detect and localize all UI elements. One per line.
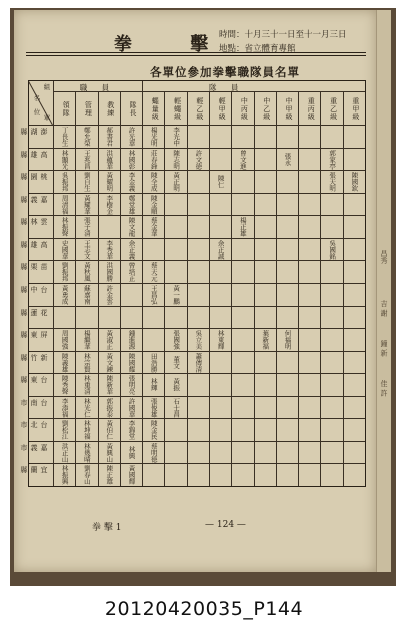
row-rule — [29, 463, 365, 464]
row-rule — [29, 215, 365, 216]
page-number: — 124 — — [205, 520, 246, 530]
county-label: 新竹縣 — [20, 353, 48, 364]
column-rule — [343, 91, 344, 486]
roster-cell: 莊春鋒 — [149, 149, 158, 170]
roster-cell: 李秀華 — [105, 239, 114, 260]
roster-cell: 劉振邦 — [60, 262, 69, 282]
row-rule — [29, 328, 365, 329]
roster-cell: 鄭允榮 — [82, 127, 91, 147]
roster-cell: 黃正明 — [172, 172, 181, 192]
column-header: 中甲級 — [285, 97, 293, 121]
county-label: 台南市 — [20, 398, 48, 409]
roster-cell: 張國強 — [172, 330, 181, 350]
roster-cell: 何福明 — [283, 330, 292, 350]
edge-text: 昌秀 — [380, 250, 388, 264]
roster-cell: 林宗賢 — [82, 352, 91, 373]
roster-cell: 林東輝 — [216, 330, 225, 350]
roster-cell: 林重清 — [82, 375, 91, 395]
row-rule — [29, 418, 365, 419]
roster-cell: 田浩勝 — [149, 352, 158, 373]
image-caption: 20120420035_P144 — [104, 598, 304, 620]
group-header-staff: 職 員 — [79, 83, 116, 92]
roster-cell: 楊光明 — [149, 127, 158, 147]
column-header: 隊長 — [129, 101, 137, 117]
column-header: 重丙級 — [307, 97, 316, 121]
column-rule — [298, 91, 299, 486]
row-rule — [29, 148, 365, 149]
roster-cell: 洪蘊華 — [105, 149, 114, 170]
roster-cell: 張永 — [283, 152, 292, 166]
roster-cell: 林輝 — [149, 378, 158, 392]
roster-cell: 陳義雄 — [60, 352, 69, 373]
edge-text: 鐘 新 — [380, 340, 388, 357]
roster-cell: 林振聲 — [60, 217, 69, 237]
roster-cell: 蔡金華 — [149, 217, 158, 237]
roster-cell: 林振興 — [60, 465, 69, 485]
roster-cell: 陳正雄 — [105, 465, 114, 485]
roster-cell: 李金義 — [127, 172, 136, 192]
county-label: 台北市 — [20, 421, 48, 432]
row-rule — [29, 238, 365, 239]
roster-cell: 黃一鵬 — [172, 284, 181, 305]
roster-cell: 蕭傳清 — [194, 352, 203, 373]
column-header: 輕甲級 — [218, 97, 227, 121]
corner-label: 單 — [43, 114, 51, 122]
header-rule — [26, 52, 366, 53]
roster-cell: 吳立美 — [194, 330, 203, 350]
roster-cell: 李添福 — [60, 397, 69, 418]
roster-cell: 陳新華 — [105, 375, 114, 395]
column-header: 領隊 — [62, 101, 71, 117]
roster-cell: 許國華 — [127, 397, 136, 418]
roster-cell: 鍾進源 — [127, 330, 136, 350]
column-header: 教練 — [106, 101, 115, 117]
roster-cell: 陳國欽 — [350, 172, 359, 192]
column-header: 管理 — [84, 101, 93, 117]
roster-table — [20, 80, 366, 487]
roster-cell: 陳金民 — [149, 420, 158, 440]
header-time: 時間：十月三十一日至十一月三日 — [219, 30, 347, 40]
edge-text: 佳 許 — [380, 380, 388, 397]
row-rule — [29, 260, 365, 261]
column-header: 中丙級 — [240, 97, 249, 121]
roster-cell: 許金雲 — [105, 284, 114, 305]
roster-cell: 陳文龍 — [127, 217, 136, 237]
column-rule — [209, 91, 210, 486]
roster-cell: 陳仁 — [216, 175, 225, 189]
roster-cell: 許文德 — [194, 149, 203, 170]
roster-cell: 李錦堂 — [127, 420, 136, 440]
roster-cell: 黃耀明 — [105, 172, 114, 192]
roster-cell: 黃秋風 — [82, 262, 91, 282]
row-rule — [29, 396, 365, 397]
roster-cell: 吳國銘 — [328, 239, 337, 260]
roster-cell: 張俊雄 — [149, 397, 158, 418]
footer-left: 拳 擊 1 — [92, 523, 122, 533]
roster-cell: 丁長生 — [60, 127, 69, 147]
row-rule — [29, 351, 365, 352]
roster-cell: 劉春山 — [82, 465, 91, 485]
roster-cell: 許光華 — [127, 127, 136, 147]
roster-cell: 黃興山 — [105, 442, 114, 463]
column-header: 蠅量級 — [151, 97, 160, 121]
county-label: 花蓮縣 — [20, 308, 48, 319]
roster-cell: 劉松江 — [60, 420, 69, 440]
roster-cell: 林興 — [127, 446, 136, 460]
roster-cell: 楊正雄 — [238, 217, 247, 237]
roster-cell: 張子清 — [82, 217, 91, 237]
roster-cell: 李光中 — [172, 127, 181, 147]
roster-cell: 林幾晴 — [82, 442, 91, 463]
column-rule — [254, 91, 255, 486]
roster-cell: 葉新福 — [261, 330, 270, 350]
row-rule — [29, 170, 365, 171]
county-label: 澎湖縣 — [20, 128, 48, 138]
roster-cell: 黃勇成 — [60, 284, 69, 305]
corner-label: 名 — [33, 94, 41, 102]
roster-cell: 石士昌 — [172, 397, 181, 418]
roster-cell: 黃國輝 — [127, 465, 136, 485]
roster-cell: 周清福 — [60, 194, 69, 215]
roster-cell: 林國彰 — [127, 149, 136, 170]
corner-label: 位 — [33, 108, 41, 116]
roster-cell: 郭振泰 — [105, 397, 114, 418]
roster-cell: 蔡明德 — [149, 442, 158, 463]
header-rule-thin — [26, 55, 366, 56]
column-header: 輕蠅級 — [173, 97, 182, 121]
roster-cell: 張明亮 — [127, 375, 136, 395]
roster-cell: 鄭堂雄 — [127, 194, 136, 215]
header-title: 拳 擊 — [114, 34, 235, 55]
roster-cell: 張天明 — [328, 172, 337, 192]
county-label: 高雄縣 — [20, 150, 48, 161]
roster-cell: 李樹金 — [105, 194, 114, 215]
roster-cell: 王志文 — [82, 239, 91, 260]
column-header: 輕乙級 — [195, 97, 204, 121]
roster-cell: 黃文鍊 — [105, 352, 114, 373]
roster-cell: 蘇嘉南 — [82, 284, 91, 305]
roster-cell: 林顯光 — [60, 149, 69, 170]
row-rule — [29, 306, 365, 307]
roster-cell: 楊繼華 — [82, 330, 91, 350]
county-label: 嘉義市 — [20, 443, 48, 454]
column-header: 中乙級 — [262, 97, 271, 121]
county-label: 屏東縣 — [20, 331, 48, 342]
roster-cell: 史國華 — [60, 239, 69, 260]
header-place: 地點：省立體育專館 — [219, 44, 296, 54]
roster-cell: 陳秀聲 — [60, 375, 69, 395]
row-rule — [29, 193, 365, 194]
roster-cell: 陳志明 — [172, 149, 181, 170]
roster-cell: 林光仁 — [82, 397, 91, 418]
roster-cell: 王昌弘 — [149, 284, 158, 305]
row-rule — [29, 441, 365, 442]
roster-cell: 郝書君 — [105, 127, 114, 147]
roster-cell: 余正誠 — [216, 239, 225, 260]
row-rule — [29, 283, 365, 284]
roster-cell: 董文 — [172, 355, 181, 369]
header-rule — [29, 125, 365, 126]
column-header: 重甲級 — [351, 97, 360, 121]
row-rule — [29, 373, 365, 374]
roster-cell: 周國強 — [60, 330, 69, 350]
roster-cell: 洪正山 — [60, 442, 69, 463]
county-label: 台東縣 — [20, 376, 48, 387]
county-label: 雲林縣 — [20, 218, 48, 229]
adjacent-page-edge — [376, 10, 391, 572]
roster-cell: 陳國耀 — [127, 352, 136, 373]
county-label: 嘉義縣 — [20, 195, 48, 206]
roster-cell: 蔡天元 — [149, 262, 158, 282]
roster-cell: 林坤福 — [82, 420, 91, 440]
county-label: 台中縣 — [20, 285, 48, 296]
roster-cell: 王兆昌 — [82, 149, 91, 170]
roster-cell: 吳振邦 — [60, 172, 69, 192]
county-label: 宜蘭縣 — [20, 466, 48, 477]
edge-text: 吉 謝 — [380, 300, 388, 317]
county-label: 桃園縣 — [20, 173, 48, 184]
roster-cell: 余正義 — [127, 239, 136, 260]
corner-label: 組 — [43, 83, 51, 91]
county-label: 高雄縣 — [20, 240, 48, 251]
roster-cell: 黃振 — [172, 378, 181, 392]
roster-cell: 劉自生 — [82, 172, 91, 192]
roster-cell: 郭家亭 — [328, 149, 337, 170]
group-divider — [142, 81, 143, 91]
county-label: 苗栗縣 — [20, 263, 48, 274]
column-header: 重乙級 — [329, 97, 338, 121]
roster-cell: 陳金順 — [149, 194, 158, 215]
table-title: 各單位參加拳擊職隊員名單 — [150, 65, 300, 79]
roster-cell: 黃伯仁 — [105, 420, 114, 440]
roster-cell: 曾文進 — [238, 149, 247, 170]
roster-cell: 黃淑正 — [105, 330, 114, 350]
roster-cell: 洪國勝 — [105, 262, 114, 282]
roster-cell: 黃耀華 — [82, 194, 91, 215]
roster-cell: 陳全成 — [149, 172, 158, 192]
roster-cell: 曾培正 — [127, 262, 136, 282]
group-header-players: 隊 員 — [209, 83, 245, 92]
